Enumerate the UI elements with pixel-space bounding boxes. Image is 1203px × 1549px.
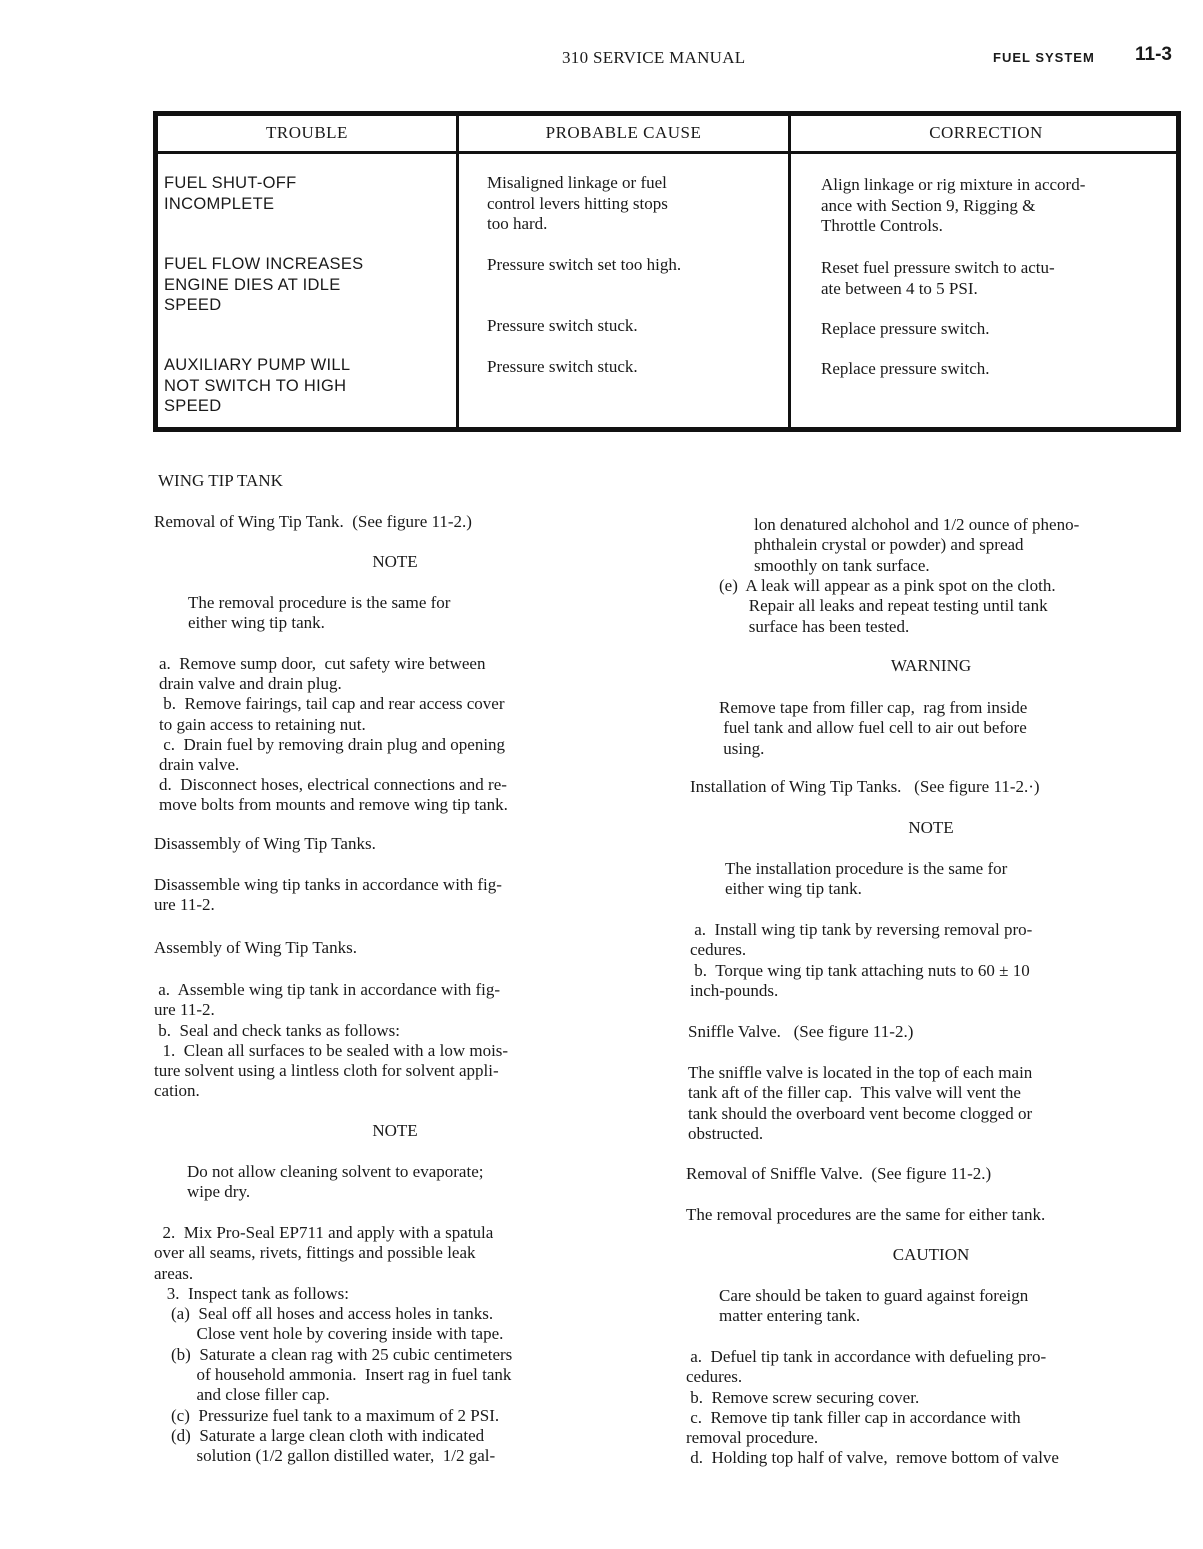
note-label: NOTE [372,552,418,571]
continued-text: lon denatured alchohol and 1/2 ounce of pheno- phthalein crystal or powder) and spread smoothly on tank surface. [754,515,1080,575]
page-number: 11-3 [1135,44,1172,65]
manual-title: 310 SERVICE MANUAL [562,48,746,67]
section-title: WING TIP TANK [158,471,283,490]
table-header-cause: PROBABLE CAUSE [545,123,702,142]
table-divider [456,116,459,427]
removal-heading: Removal of Wing Tip Tank. (See figure 11-2.) [154,512,472,531]
table-cell-correction: Align linkage or rig mixture in accord- ance with Section 9, Rigging & Throttle Controls. [821,175,1086,235]
sniffle-removal-heading: Removal of Sniffle Valve. (See figure 11-2.) [686,1164,992,1183]
table-cell-correction: Replace pressure switch. [821,359,990,378]
sniffle-removal-steps: a. Defuel tip tank in accordance with defueling pro- cedures. b. Remove screw securing cover. c. Remove tip tank filler cap in accordance with removal procedure. d. Holding top half of valve, remove bottom of valve [686,1347,1059,1468]
table-cell-trouble: FUEL FLOW INCREASES ENGINE DIES AT IDLE SPEED [164,255,364,314]
disassembly-heading: Disassembly of Wing Tip Tanks. [154,834,376,853]
caution-label: CAUTION [892,1245,970,1264]
table-cell-cause: Misaligned linkage or fuel control levers hitting stops too hard. [487,173,668,233]
table-divider [788,116,791,427]
section-name: FUEL SYSTEM [993,50,1095,65]
warning-label: WARNING [890,656,972,675]
note-label: NOTE [372,1121,418,1140]
disassembly-text: Disassemble wing tip tanks in accordance with fig- ure 11-2. [154,875,502,915]
sniffle-text: The sniffle valve is located in the top of each main tank aft of the filler cap. This valve will vent the tank should the overboard vent become clogged or obstructed. [688,1063,1033,1143]
note-text: Do not allow cleaning solvent to evaporate; wipe dry. [187,1162,484,1202]
table-cell-cause: Pressure switch stuck. [487,357,638,376]
table-cell-trouble: FUEL SHUT-OFF INCOMPLETE [164,174,297,213]
table-header-trouble: TROUBLE [266,123,348,142]
table-header-correction: CORRECTION [929,123,1043,142]
step-e: (e) A leak will appear as a pink spot on the cloth. Repair all leaks and repeat testing until tank surface has been tested. [719,576,1056,636]
note-label: NOTE [908,818,954,837]
note-text: The removal procedure is the same for either wing tip tank. [188,593,451,633]
trouble-table [153,111,1181,432]
warning-text: Remove tape from filler cap, rag from inside fuel tank and allow fuel cell to air out before using. [719,698,1028,758]
sniffle-heading: Sniffle Valve. (See figure 11-2.) [688,1022,914,1041]
assembly-steps: a. Assemble wing tip tank in accordance with fig- ure 11-2. b. Seal and check tanks as follows: 1. Clean all surfaces to be sealed with a low mois- ture solvent using a lintless cloth for solvent appli- cation. [154,980,509,1101]
sniffle-removal-text: The removal procedures are the same for either tank. [686,1205,1046,1224]
installation-heading: Installation of Wing Tip Tanks. (See figure 11-2.·) [690,777,1040,796]
table-cell-correction: Reset fuel pressure switch to actu- ate between 4 to 5 PSI. [821,258,1055,298]
table-header-divider [158,151,1176,154]
table-cell-cause: Pressure switch stuck. [487,316,638,335]
table-cell-correction: Replace pressure switch. [821,319,990,338]
table-cell-trouble: AUXILIARY PUMP WILL NOT SWITCH TO HIGH SPEED [164,356,351,415]
removal-steps: a. Remove sump door, cut safety wire between drain valve and drain plug. b. Remove fairings, tail cap and rear access cover to gain access to retaining nut. c. Drain fuel by removing drain plug and opening drain valve. d. Disconnect hoses, electrical connections and re- move bolts from mounts and remove wing tip tank. [159,654,508,815]
installation-steps: a. Install wing tip tank by reversing removal pro- cedures. b. Torque wing tip tank attaching nuts to 60 ± 10 inch-pounds. [690,920,1033,1000]
table-cell-cause: Pressure switch set too high. [487,255,682,274]
inspection-steps: 2. Mix Pro-Seal EP711 and apply with a spatula over all seams, rivets, fittings and possible leak areas. 3. Inspect tank as follows: (a) Seal off all hoses and access holes in tanks. Close vent hole by covering inside with tape. (b) Saturate a clean rag with 25 cubic centimeters of household ammonia. Insert rag in fuel tank and close filler cap. (c) Pressurize fuel tank to a maximum of 2 PSI. (d) Saturate a large clean cloth with indicated solution (1/2 gallon distilled water, 1/2 gal- [154,1223,513,1466]
caution-text: Care should be taken to guard against foreign matter entering tank. [719,1286,1029,1326]
note-text: The installation procedure is the same for either wing tip tank. [725,859,1008,899]
assembly-heading: Assembly of Wing Tip Tanks. [154,938,357,957]
